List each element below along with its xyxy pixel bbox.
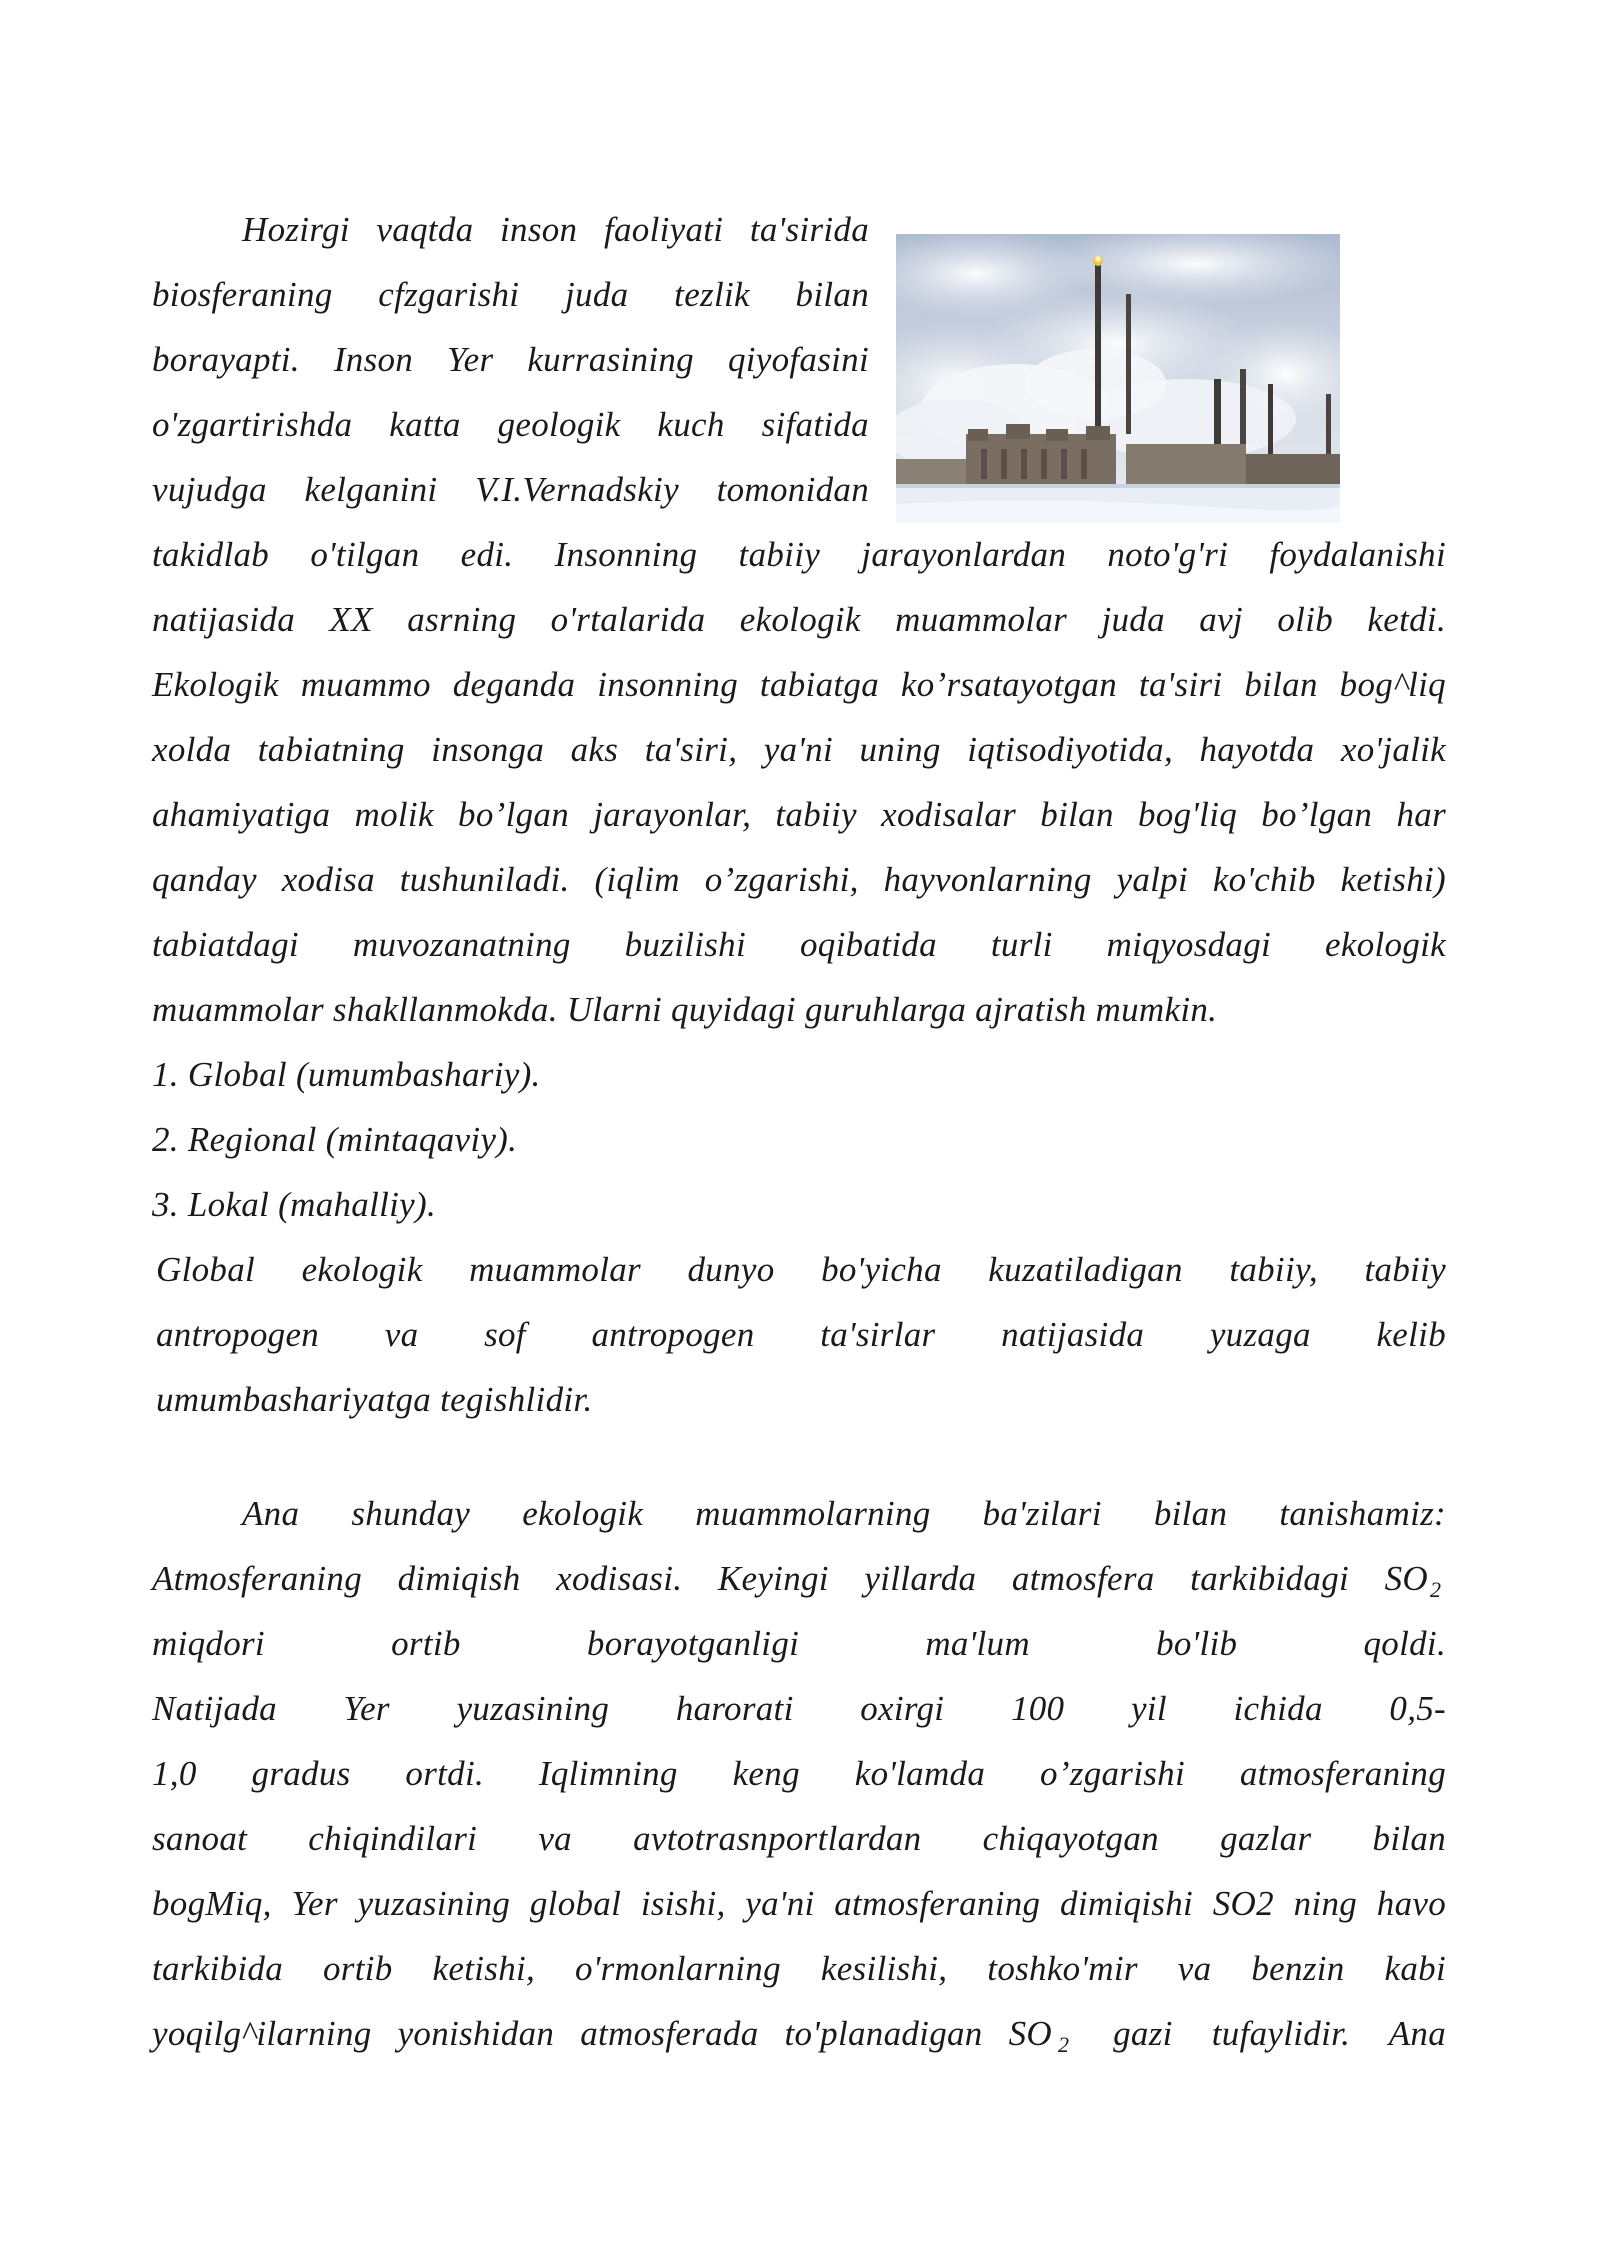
list-item: 2. Regional (mintaqaviy).: [152, 1120, 518, 1159]
paragraph-line: xolda tabiatning insonga aks ta'siri, ya'ni uning iqtisodiyotida, hayotda xo'jalik: [152, 730, 1446, 769]
paragraph-line: 1,0 gradus ortdi. Iqlimning keng ko'lamda o’zgarishi atmosferaning: [152, 1754, 1446, 1793]
factory-smokestacks-icon: [896, 234, 1340, 523]
subscript-2: 2: [1058, 2032, 1070, 2057]
paragraph-line: antropogen va sof antropogen ta'sirlar natijasida yuzaga kelib: [156, 1315, 1446, 1354]
paragraph-line: muammolar shakllanmokda. Ularni quyidagi guruhlarga ajratish mumkin.: [152, 990, 1218, 1029]
paragraph-line: miqdori ortib borayotganligi ma'lum bo'lib qoldi.: [152, 1624, 1446, 1663]
paragraph-line: Ana shunday ekologik muammolarning ba'zilari bilan tanishamiz:: [242, 1494, 1446, 1533]
paragraph-line: bogMiq, Yer yuzasining global isishi, ya'ni atmosferaning dimiqishi SO2 ning havo: [152, 1884, 1446, 1923]
paragraph-line: natijasida XX asrning o'rtalarida ekologik muammolar juda avj olib ketdi.: [152, 600, 1446, 639]
paragraph-line: ahamiyatiga molik bo’lgan jarayonlar, tabiiy xodisalar bilan bog'liq bo’lgan har: [152, 795, 1446, 834]
paragraph-line: tarkibida ortib ketishi, o'rmonlarning kesilishi, toshko'mir va benzin kabi: [152, 1949, 1446, 1988]
paragraph-line: Natijada Yer yuzasining harorati oxirgi 100 yil ichida 0,5-: [152, 1689, 1446, 1728]
paragraph-line: Global ekologik muammolar dunyo bo'yicha kuzatiladigan tabiiy, tabiiy: [156, 1250, 1446, 1289]
paragraph-line: borayapti. Inson Yer kurrasining qiyofasini: [152, 340, 869, 379]
line-text: Atmosferaning dimiqish xodisasi. Keyingi yillarda atmosfera tarkibidagi SO: [152, 1559, 1428, 1598]
factory-smokestacks-photo: [896, 234, 1340, 523]
list-item: 1. Global (umumbashariy).: [152, 1055, 541, 1094]
paragraph-line: takidlab o'tilgan edi. Insonning tabiiy jarayonlardan noto'g'ri foydalanishi: [152, 535, 1446, 574]
paragraph-line: Ekologik muammo deganda insonning tabiatga ko’rsatayotgan ta'siri bilan bog^liq: [152, 665, 1446, 704]
subscript-2: 2: [1430, 1577, 1442, 1602]
paragraph-line: vujudga kelganini V.I.Vernadskiy tomonidan: [152, 470, 869, 509]
paragraph-line: qanday xodisa tushuniladi. (iqlim o’zgarishi, hayvonlarning yalpi ko'chib ketishi): [152, 860, 1446, 899]
paragraph-line: gazi tufaylidir. Ana: [1074, 2014, 1446, 2053]
paragraph-line: o'zgartirishda katta geologik kuch sifatida: [152, 405, 869, 444]
paragraph-line: Hozirgi vaqtda inson faoliyati ta'sirida: [242, 210, 869, 249]
paragraph-line: umumbashariyatga tegishlidir.: [156, 1380, 593, 1419]
paragraph-line: yoqilg^ilarning yonishidan atmosferada to'planadigan SO: [152, 2014, 1052, 2053]
paragraph-line: sanoat chiqindilari va avtotrasnportlardan chiqayotgan gazlar bilan: [152, 1819, 1446, 1858]
list-item: 3. Lokal (mahalliy).: [152, 1185, 437, 1224]
paragraph-line: tabiatdagi muvozanatning buzilishi oqibatida turli miqyosdagi ekologik: [152, 925, 1446, 964]
paragraph-line: biosferaning cfzgarishi juda tezlik bilan: [152, 275, 869, 314]
paragraph-line: [152, 1559, 1428, 1599]
